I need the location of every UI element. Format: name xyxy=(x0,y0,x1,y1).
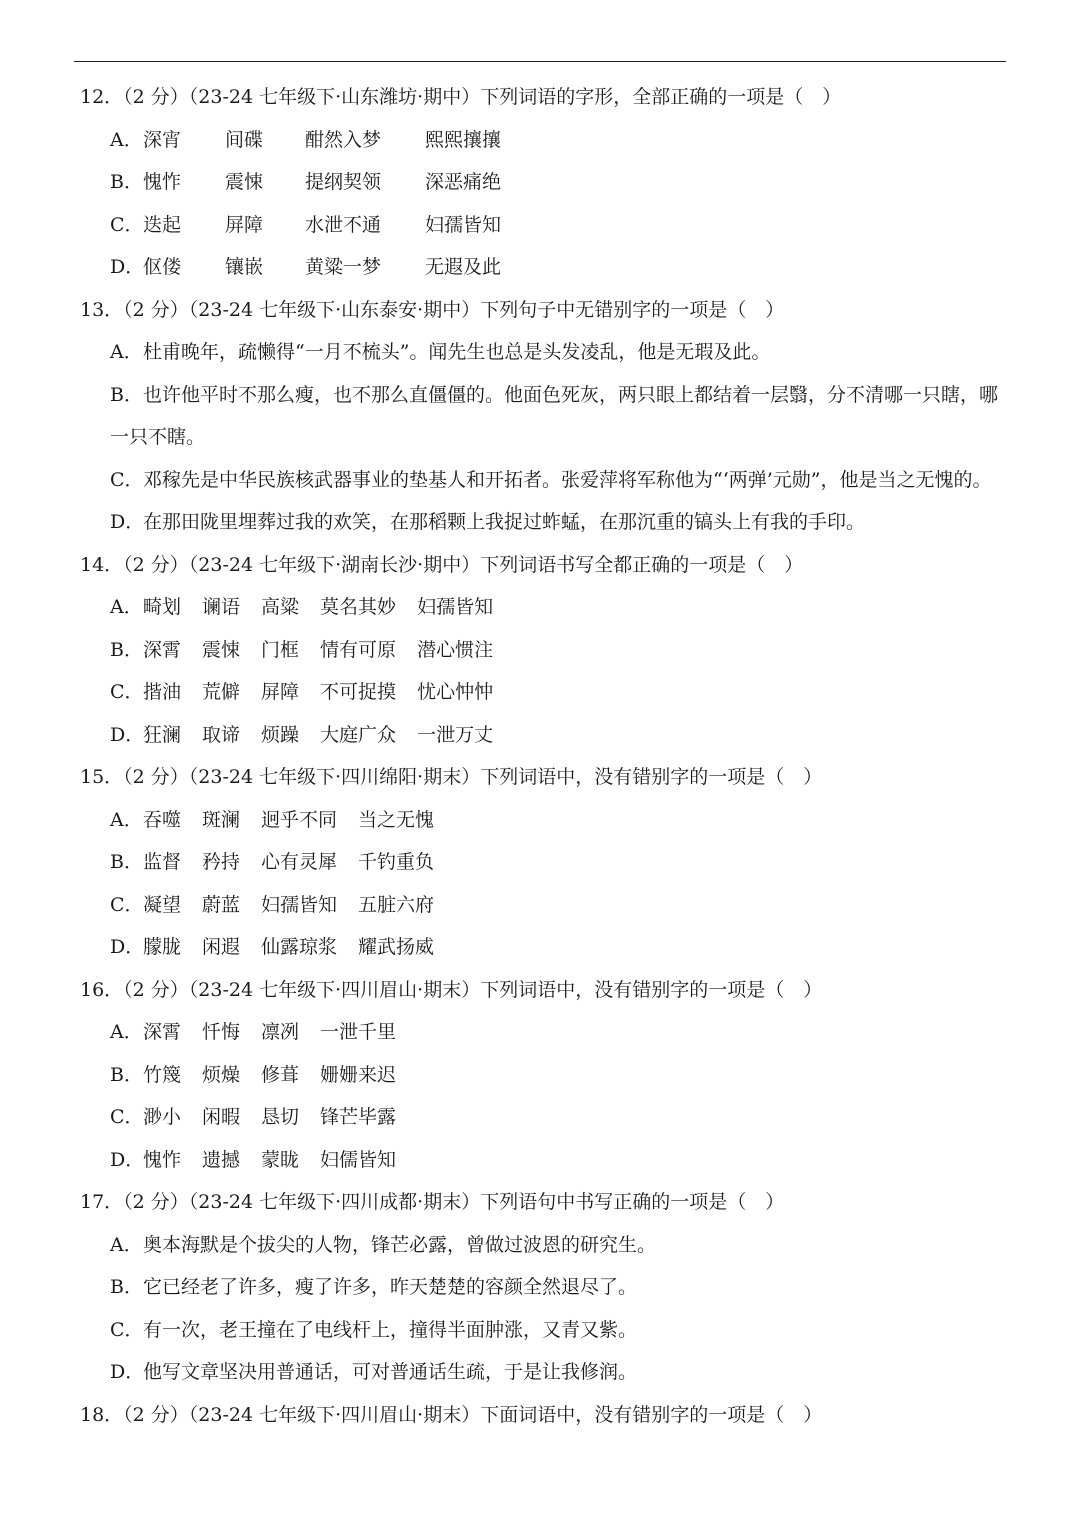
word: 一泄千里 xyxy=(320,1021,397,1043)
option-text: 杜甫晚年，疏懒得“一月不梳头”。闻先生也总是头发凌乱，他是无瑕及此。 xyxy=(143,341,771,363)
word: 忏悔 xyxy=(202,1021,241,1043)
word: 五脏六府 xyxy=(358,893,435,916)
word: 间碟 xyxy=(225,128,264,151)
option-a xyxy=(80,586,1010,629)
word: 莫名其妙 xyxy=(320,596,397,618)
word: 荒僻 xyxy=(202,681,241,703)
question-14 xyxy=(80,544,1010,757)
option-a xyxy=(80,119,1010,162)
question-stem: 15．（2 分）（23-24 七年级下·四川绵阳·期末）下列词语中，没有错别字的一项是（ ） xyxy=(80,766,823,788)
option-text: 他写文章坚决用普通话，可对普通话生疏，于是让我修润。 xyxy=(143,1361,638,1383)
option-letter: D． xyxy=(110,1361,145,1383)
option-text-continuation: 一只不瞎。 xyxy=(110,426,206,448)
word: 监督 xyxy=(143,851,182,873)
word: 斑澜 xyxy=(202,808,241,831)
word: 千钓重负 xyxy=(358,851,435,873)
option-letter: C． xyxy=(110,213,144,236)
option-letter: D． xyxy=(110,723,145,746)
option-c xyxy=(80,204,1010,247)
option-letter: D． xyxy=(110,936,145,958)
question-stem: 18．（2 分）（23-24 七年级下·四川眉山·期末）下面词语中，没有错别字的一项是（ ） xyxy=(80,1403,823,1426)
option-text: 也许他平时不那么瘦，也不那么直僵僵的。他面色死灰，两只眼上都结着一层翳，分不清哪一只瞎，哪 xyxy=(143,383,999,406)
word: 妇孺皆知 xyxy=(417,596,494,618)
option-d xyxy=(80,501,1010,544)
word: 恳切 xyxy=(261,1106,300,1128)
word: 提纲契领 xyxy=(305,171,382,193)
word: 凛冽 xyxy=(261,1021,300,1043)
word: 屏障 xyxy=(261,681,300,703)
word: 深恶痛绝 xyxy=(425,171,502,193)
question-stem: 14．（2 分）（23-24 七年级下·湖南长沙·期中）下列词语书写全都正确的一项是（ ） xyxy=(80,553,804,576)
word: 妇孺皆知 xyxy=(261,893,338,916)
word: 震悚 xyxy=(225,171,264,193)
option-a xyxy=(80,1011,1010,1054)
question-15 xyxy=(80,756,1010,969)
option-b xyxy=(80,161,1010,204)
word: 酣然入梦 xyxy=(305,128,382,151)
option-letter: A． xyxy=(110,596,143,618)
option-text: 在那田陇里埋葬过我的欢笑，在那稻颗上我捉过蚱蜢，在那沉重的镐头上有我的手印。 xyxy=(143,511,866,533)
word: 高粱 xyxy=(261,596,300,618)
question-17 xyxy=(80,1181,1010,1394)
option-letter: B． xyxy=(110,383,143,406)
word: 揩油 xyxy=(143,681,182,703)
word: 愧怍 xyxy=(143,1148,182,1171)
option-b xyxy=(80,629,1010,672)
question-stem: 12．（2 分）（23-24 七年级下·山东潍坊·期中）下列词语的字形，全部正确的一项是（ ） xyxy=(80,86,842,108)
option-a xyxy=(80,799,1010,842)
word: 耀武扬威 xyxy=(358,936,435,958)
word: 屏障 xyxy=(225,213,264,236)
word: 心有灵犀 xyxy=(261,851,338,873)
option-letter: B． xyxy=(110,851,143,873)
option-letter: B． xyxy=(110,638,143,661)
word: 凝望 xyxy=(143,893,182,916)
question-12 xyxy=(80,76,1010,289)
word: 迥乎不同 xyxy=(261,808,338,831)
word: 取谛 xyxy=(202,723,241,746)
option-c xyxy=(80,671,1010,714)
word: 闲遐 xyxy=(202,936,241,958)
word: 迭起 xyxy=(143,213,182,236)
option-b xyxy=(80,1266,1010,1309)
option-d xyxy=(80,246,1010,289)
word: 黄粱一梦 xyxy=(305,256,382,278)
question-13 xyxy=(80,289,1010,544)
option-letter: C． xyxy=(110,1318,144,1341)
word: 熙熙攘攘 xyxy=(425,128,502,151)
word: 蔚蓝 xyxy=(202,893,241,916)
option-c xyxy=(80,1096,1010,1139)
word: 姗姗来迟 xyxy=(320,1063,397,1086)
option-letter: A． xyxy=(110,1021,143,1043)
option-b xyxy=(80,1054,1010,1097)
option-d xyxy=(80,714,1010,757)
word: 潜心惯注 xyxy=(417,638,494,661)
question-stem: 16．（2 分）（23-24 七年级下·四川眉山·期末）下列词语中，没有错别字的一项是（ ） xyxy=(80,978,823,1001)
word: 深霄 xyxy=(143,1021,182,1043)
option-b xyxy=(80,374,1010,417)
option-text: 有一次，老王撞在了电线杆上，撞得半面肿涨，又青又紫。 xyxy=(143,1318,638,1341)
question-16 xyxy=(80,969,1010,1182)
option-text: 奥本海默是个拔尖的人物，锋芒必露，曾做过波恩的研究生。 xyxy=(143,1233,657,1256)
word: 水泄不通 xyxy=(305,213,382,236)
word: 畸划 xyxy=(143,596,182,618)
option-d xyxy=(80,1351,1010,1394)
word: 忧心忡忡 xyxy=(417,681,494,703)
word: 遗撼 xyxy=(202,1148,241,1171)
word: 修葺 xyxy=(261,1063,300,1086)
option-letter: C． xyxy=(110,681,144,703)
word: 震悚 xyxy=(202,638,241,661)
option-letter: D． xyxy=(110,256,145,278)
option-letter: C． xyxy=(110,468,144,491)
question-18 xyxy=(80,1394,1010,1437)
word: 吞噬 xyxy=(143,808,182,831)
option-text: 邓稼先是中华民族核武器事业的垫基人和开拓者。张爱萍将军称他为“‘两弹’元勋”，他是当之无愧的。 xyxy=(143,468,992,491)
option-letter: D． xyxy=(110,1148,145,1171)
word: 狂澜 xyxy=(143,723,182,746)
option-letter: A． xyxy=(110,128,143,151)
option-c xyxy=(80,884,1010,927)
word: 大庭广众 xyxy=(320,723,397,746)
word: 不可捉摸 xyxy=(320,681,397,703)
option-c xyxy=(80,1309,1010,1352)
word: 妇孺皆知 xyxy=(425,213,502,236)
word: 镶嵌 xyxy=(225,256,264,278)
exam-content xyxy=(80,76,1010,1436)
option-b xyxy=(80,841,1010,884)
word: 蒙眬 xyxy=(261,1148,300,1171)
word: 竹篾 xyxy=(143,1063,182,1086)
word: 深宵 xyxy=(143,128,182,151)
word: 烦躁 xyxy=(261,723,300,746)
option-a xyxy=(80,1224,1010,1267)
option-d xyxy=(80,926,1010,969)
top-rule xyxy=(74,61,1006,62)
word: 闲暇 xyxy=(202,1106,241,1128)
word: 愧怍 xyxy=(143,171,182,193)
word: 仙露琼浆 xyxy=(261,936,338,958)
word: 朦胧 xyxy=(143,936,182,958)
option-d xyxy=(80,1139,1010,1182)
option-b-continuation xyxy=(80,416,1010,459)
word: 妇儒皆知 xyxy=(320,1148,397,1171)
word: 渺小 xyxy=(143,1106,182,1128)
word: 无遐及此 xyxy=(425,256,502,278)
question-stem: 17．（2 分）（23-24 七年级下·四川成都·期末）下列语句中书写正确的一项是（ ） xyxy=(80,1191,785,1213)
word: 门框 xyxy=(261,638,300,661)
option-letter: A． xyxy=(110,341,143,363)
option-letter: A． xyxy=(110,1233,143,1256)
option-text: 它已经老了许多，瘦了许多，昨天楚楚的容颜全然退尽了。 xyxy=(143,1276,638,1298)
option-letter: A． xyxy=(110,808,143,831)
option-c xyxy=(80,459,1010,502)
option-a xyxy=(80,331,1010,374)
word: 情有可原 xyxy=(320,638,397,661)
option-letter: B． xyxy=(110,171,143,193)
word: 谰语 xyxy=(202,596,241,618)
option-letter: B． xyxy=(110,1276,143,1298)
word: 矜持 xyxy=(202,851,241,873)
word: 当之无愧 xyxy=(358,808,435,831)
option-letter: B． xyxy=(110,1063,143,1086)
word: 锋芒毕露 xyxy=(320,1106,397,1128)
option-letter: C． xyxy=(110,1106,144,1128)
option-letter: C． xyxy=(110,893,144,916)
word: 一泄万丈 xyxy=(417,723,494,746)
question-stem: 13．（2 分）（23-24 七年级下·山东泰安·期中）下列句子中无错别字的一项是（ ） xyxy=(80,298,785,321)
option-letter: D． xyxy=(110,511,145,533)
word: 烦燥 xyxy=(202,1063,241,1086)
word: 深霄 xyxy=(143,638,182,661)
word: 伛偻 xyxy=(143,256,182,278)
